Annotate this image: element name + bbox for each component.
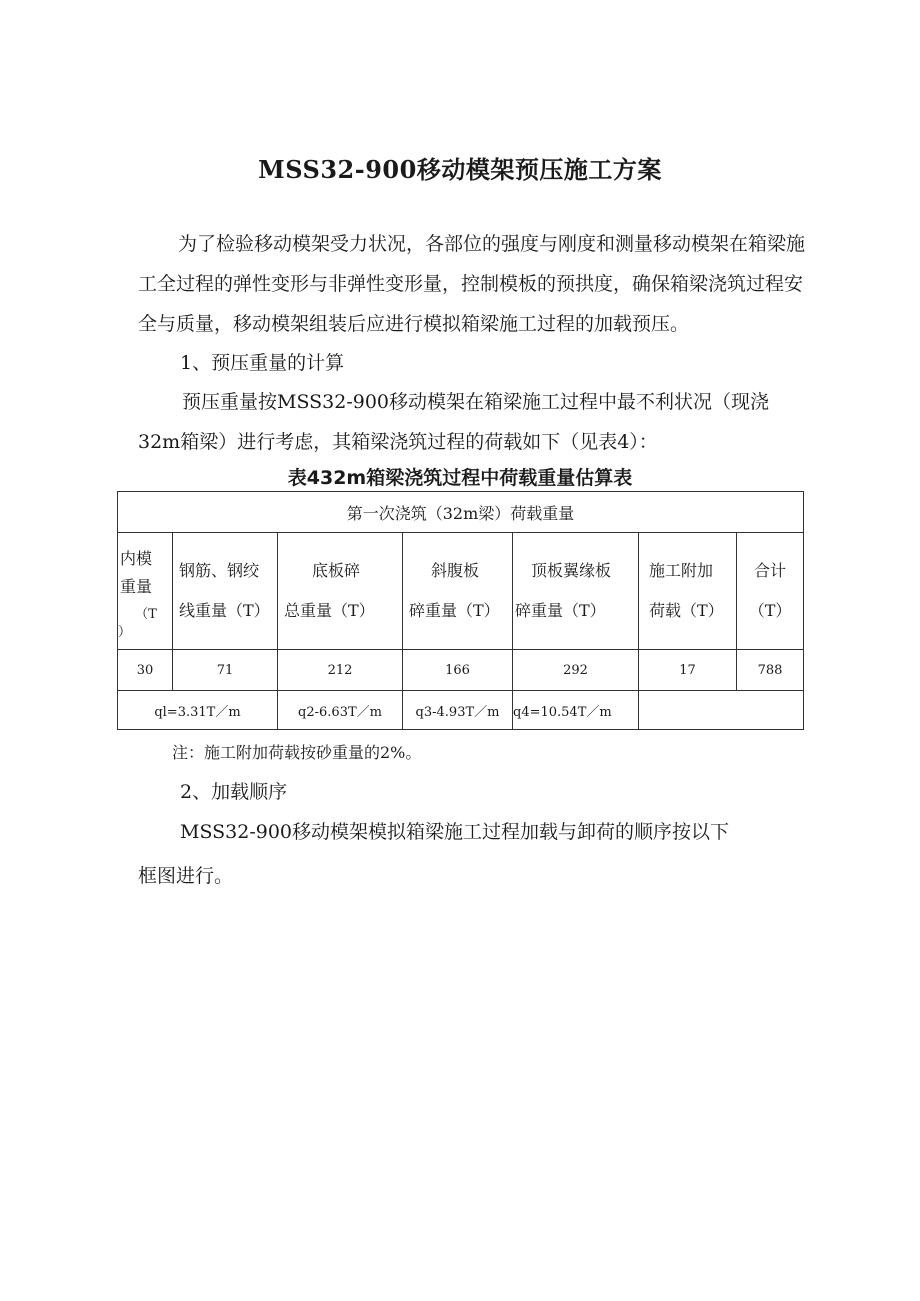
col-header-rebar: 钢筋、钢绞 线重量（T）	[173, 533, 278, 650]
value-web: 166	[403, 650, 513, 691]
section-1-heading: 1、预压重量的计算	[180, 352, 345, 374]
value-top-slab: 292	[513, 650, 639, 691]
section-2-paragraph-line1: MSS32-900移动模架模拟箱梁施工过程加载与卸荷的顺序按以下	[180, 821, 730, 843]
page-title: MSS32-900移动模架预压施工方案	[258, 155, 662, 184]
col-header-web: 斜腹板 碎重量（T）	[403, 533, 513, 650]
table-values-row	[118, 650, 804, 691]
table-column-row	[118, 533, 804, 650]
table-header: 第一次浇筑（32m梁）荷载重量	[118, 492, 804, 533]
col-header-inner-mold: 内模 重量 （T ）	[118, 533, 173, 650]
value-rebar: 71	[173, 650, 278, 691]
table-note: 注：施工附加荷载按砂重量的2%。	[172, 743, 422, 762]
q2-cell: q2-6.63T／m	[278, 691, 403, 730]
intro-paragraph: 为了检验移动模架受力状况，各部位的强度与刚度和测量移动模架在箱梁施工全过程的弹性变形与非弹性变形量，控制模板的预拱度，确保箱梁浇筑过程安全与质量，移动模架组装后应进行模拟箱梁施工过程的加载预压。	[138, 233, 806, 335]
q4-cell: q4=10.54T／m	[513, 691, 639, 730]
q3-cell: q3-4.93T／m	[403, 691, 513, 730]
value-construction-load: 17	[639, 650, 737, 691]
table-q-row	[118, 691, 804, 730]
q1-cell: ql=3.31T／m	[118, 691, 278, 730]
load-table	[117, 491, 804, 730]
col-header-bottom-slab: 底板碎 总重量（T）	[278, 533, 403, 650]
value-bottom-slab: 212	[278, 650, 403, 691]
col-header-top-slab: 顶板翼缘板 碎重量（T）	[513, 533, 639, 650]
section-1-paragraph: 预压重量按MSS32-900移动模架在箱梁施工过程中最不利状况（现浇 32m箱梁）进行考虑，其箱梁浇筑过程的荷载如下（见表4）：	[138, 391, 770, 453]
table-caption: 表432m箱梁浇筑过程中荷载重量估算表	[287, 467, 633, 489]
section-2-paragraph-line2: 框图进行。	[138, 865, 234, 887]
empty-cell	[639, 691, 804, 730]
table-header-row	[118, 492, 804, 533]
value-inner-mold: 30	[118, 650, 173, 691]
col-header-total: 合计 （T）	[737, 533, 804, 650]
section-2-heading: 2、加载顺序	[180, 781, 288, 803]
value-total: 788	[737, 650, 804, 691]
col-header-construction-load: 施工附加 荷载（T）	[639, 533, 737, 650]
